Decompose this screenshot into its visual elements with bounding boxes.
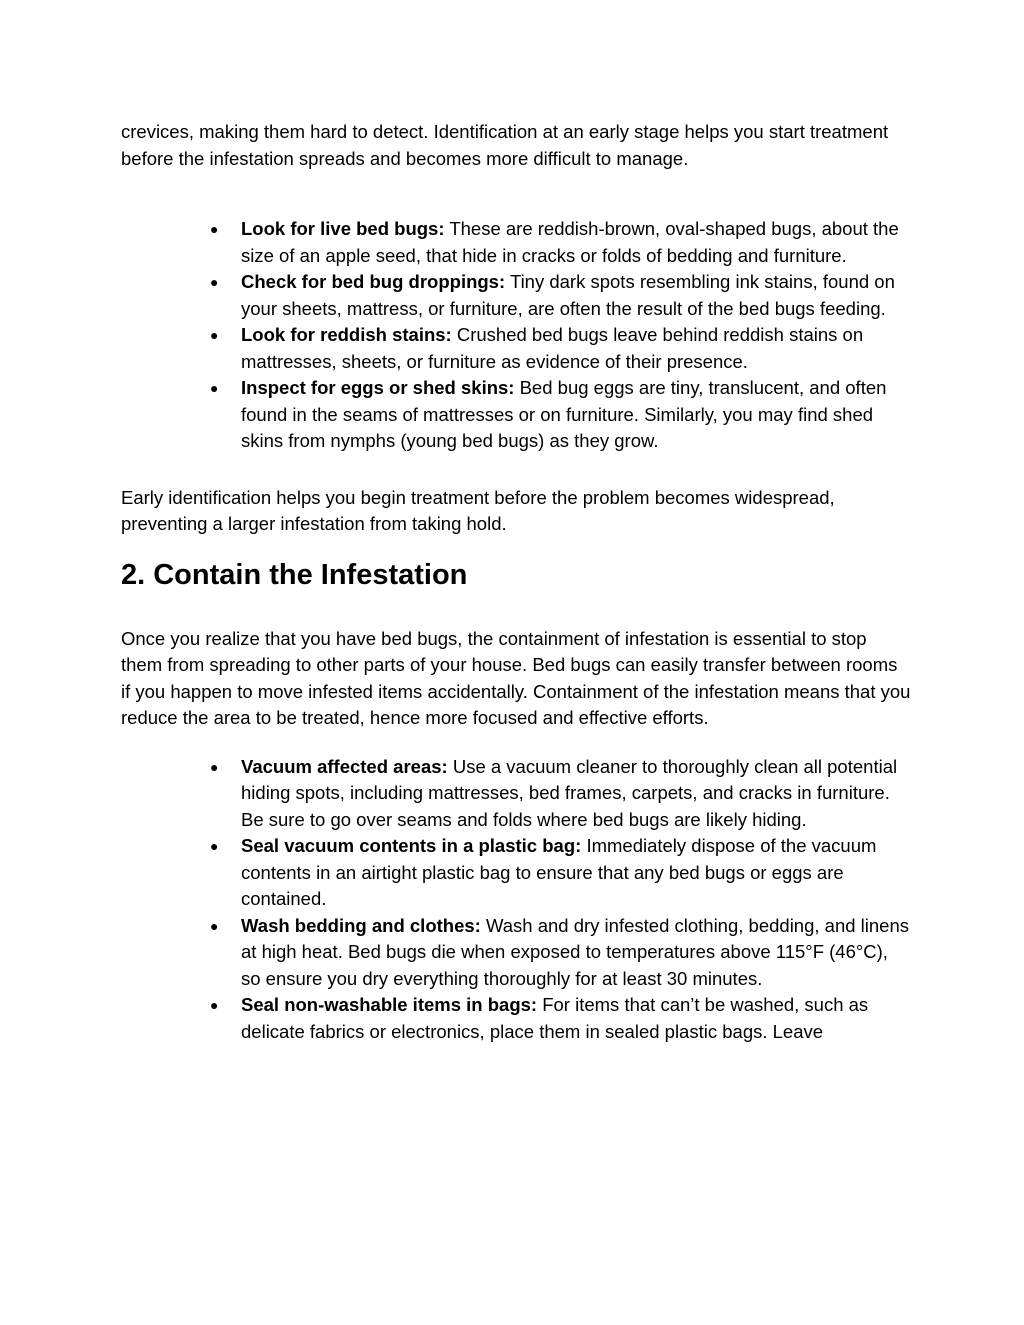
list-item: [121, 833, 911, 913]
bullet-icon: ●: [210, 380, 219, 396]
identification-list: [121, 216, 911, 455]
section-heading: 2. Contain the Infestation: [121, 558, 468, 591]
list-item: [121, 992, 911, 1045]
list-item-text: Use a vacuum cleaner to thoroughly clean all potential hiding spots, including mattresses, bed frames, carpets, and cracks in furniture. Be sure to go over seams and folds where bed bugs are likely hiding.: [241, 755, 898, 830]
bullet-icon: ●: [210, 838, 219, 854]
list-item-text: Wash and dry infested clothing, bedding, and linens at high heat. Bed bugs die when exposed to temperatures above 115°F (46°C), so ensure you dry everything thoroughly for at least 30 minutes.: [241, 914, 910, 989]
list-item: [121, 269, 911, 322]
bullet-icon: ●: [210, 997, 219, 1013]
list-item-text: These are reddish-brown, oval-shaped bugs, about the size of an apple seed, that hide in cracks or folds of bedding and furniture.: [241, 218, 899, 266]
bullet-icon: ●: [210, 758, 219, 775]
summary-paragraph: Early identification helps you begin treatment before the problem becomes widespread, preventing a larger infestation from taking hold.: [121, 486, 835, 534]
list-item-title: Look for live bed bugs:: [241, 218, 445, 239]
list-item-text: Immediately dispose of the vacuum contents in an airtight plastic bag to ensure that any bed bugs or eggs are contained.: [241, 835, 877, 909]
list-item: [121, 216, 911, 269]
list-item-text: Crushed bed bugs leave behind reddish stains on mattresses, sheets, or furniture as evidence of their presence.: [241, 324, 864, 372]
bullet-icon: ●: [210, 221, 219, 237]
section-intro-paragraph: Once you realize that you have bed bugs, the containment of infestation is essential to stop them from spreading to other parts of your house. Bed bugs can easily transfer between rooms if you happen to move infested items accidentally. Containment of the infestation means that you reduce the area to be treated, hence more focused and effective efforts.: [121, 627, 911, 728]
list-item-title: Vacuum affected areas:: [241, 755, 448, 777]
list-item: [121, 322, 911, 375]
list-item: [121, 754, 911, 834]
list-item-title: Seal non-washable items in bags:: [241, 994, 538, 1015]
list-item-text: Tiny dark spots resembling ink stains, found on your sheets, mattress, or furniture, are often the result of the bed bugs feeding.: [241, 271, 895, 319]
list-item-title: Look for reddish stains:: [241, 324, 452, 345]
bullet-icon: ●: [210, 274, 219, 290]
list-item-title: Inspect for eggs or shed skins:: [241, 377, 515, 398]
intro-paragraph: crevices, making them hard to detect. Identification at an early stage helps you start treatment before the infestation spreads and becomes more difficult to manage.: [121, 121, 889, 169]
document-page: [121, 119, 911, 1045]
list-item: [121, 913, 911, 993]
bullet-icon: ●: [210, 917, 219, 934]
list-item-text: Bed bug eggs are tiny, translucent, and often found in the seams of mattresses or on furniture. Similarly, you may find shed skins from nymphs (young bed bugs) as they grow.: [241, 377, 887, 451]
bullet-icon: ●: [210, 327, 219, 343]
list-item-title: Check for bed bug droppings:: [241, 271, 506, 292]
list-item: [121, 375, 911, 455]
list-item-text: For items that can’t be washed, such as delicate fabrics or electronics, place them in sealed plastic bags. Leave: [241, 994, 869, 1042]
list-item-title: Wash bedding and clothes:: [241, 914, 481, 936]
containment-list: [121, 754, 911, 1046]
list-item-title: Seal vacuum contents in a plastic bag:: [241, 835, 582, 856]
